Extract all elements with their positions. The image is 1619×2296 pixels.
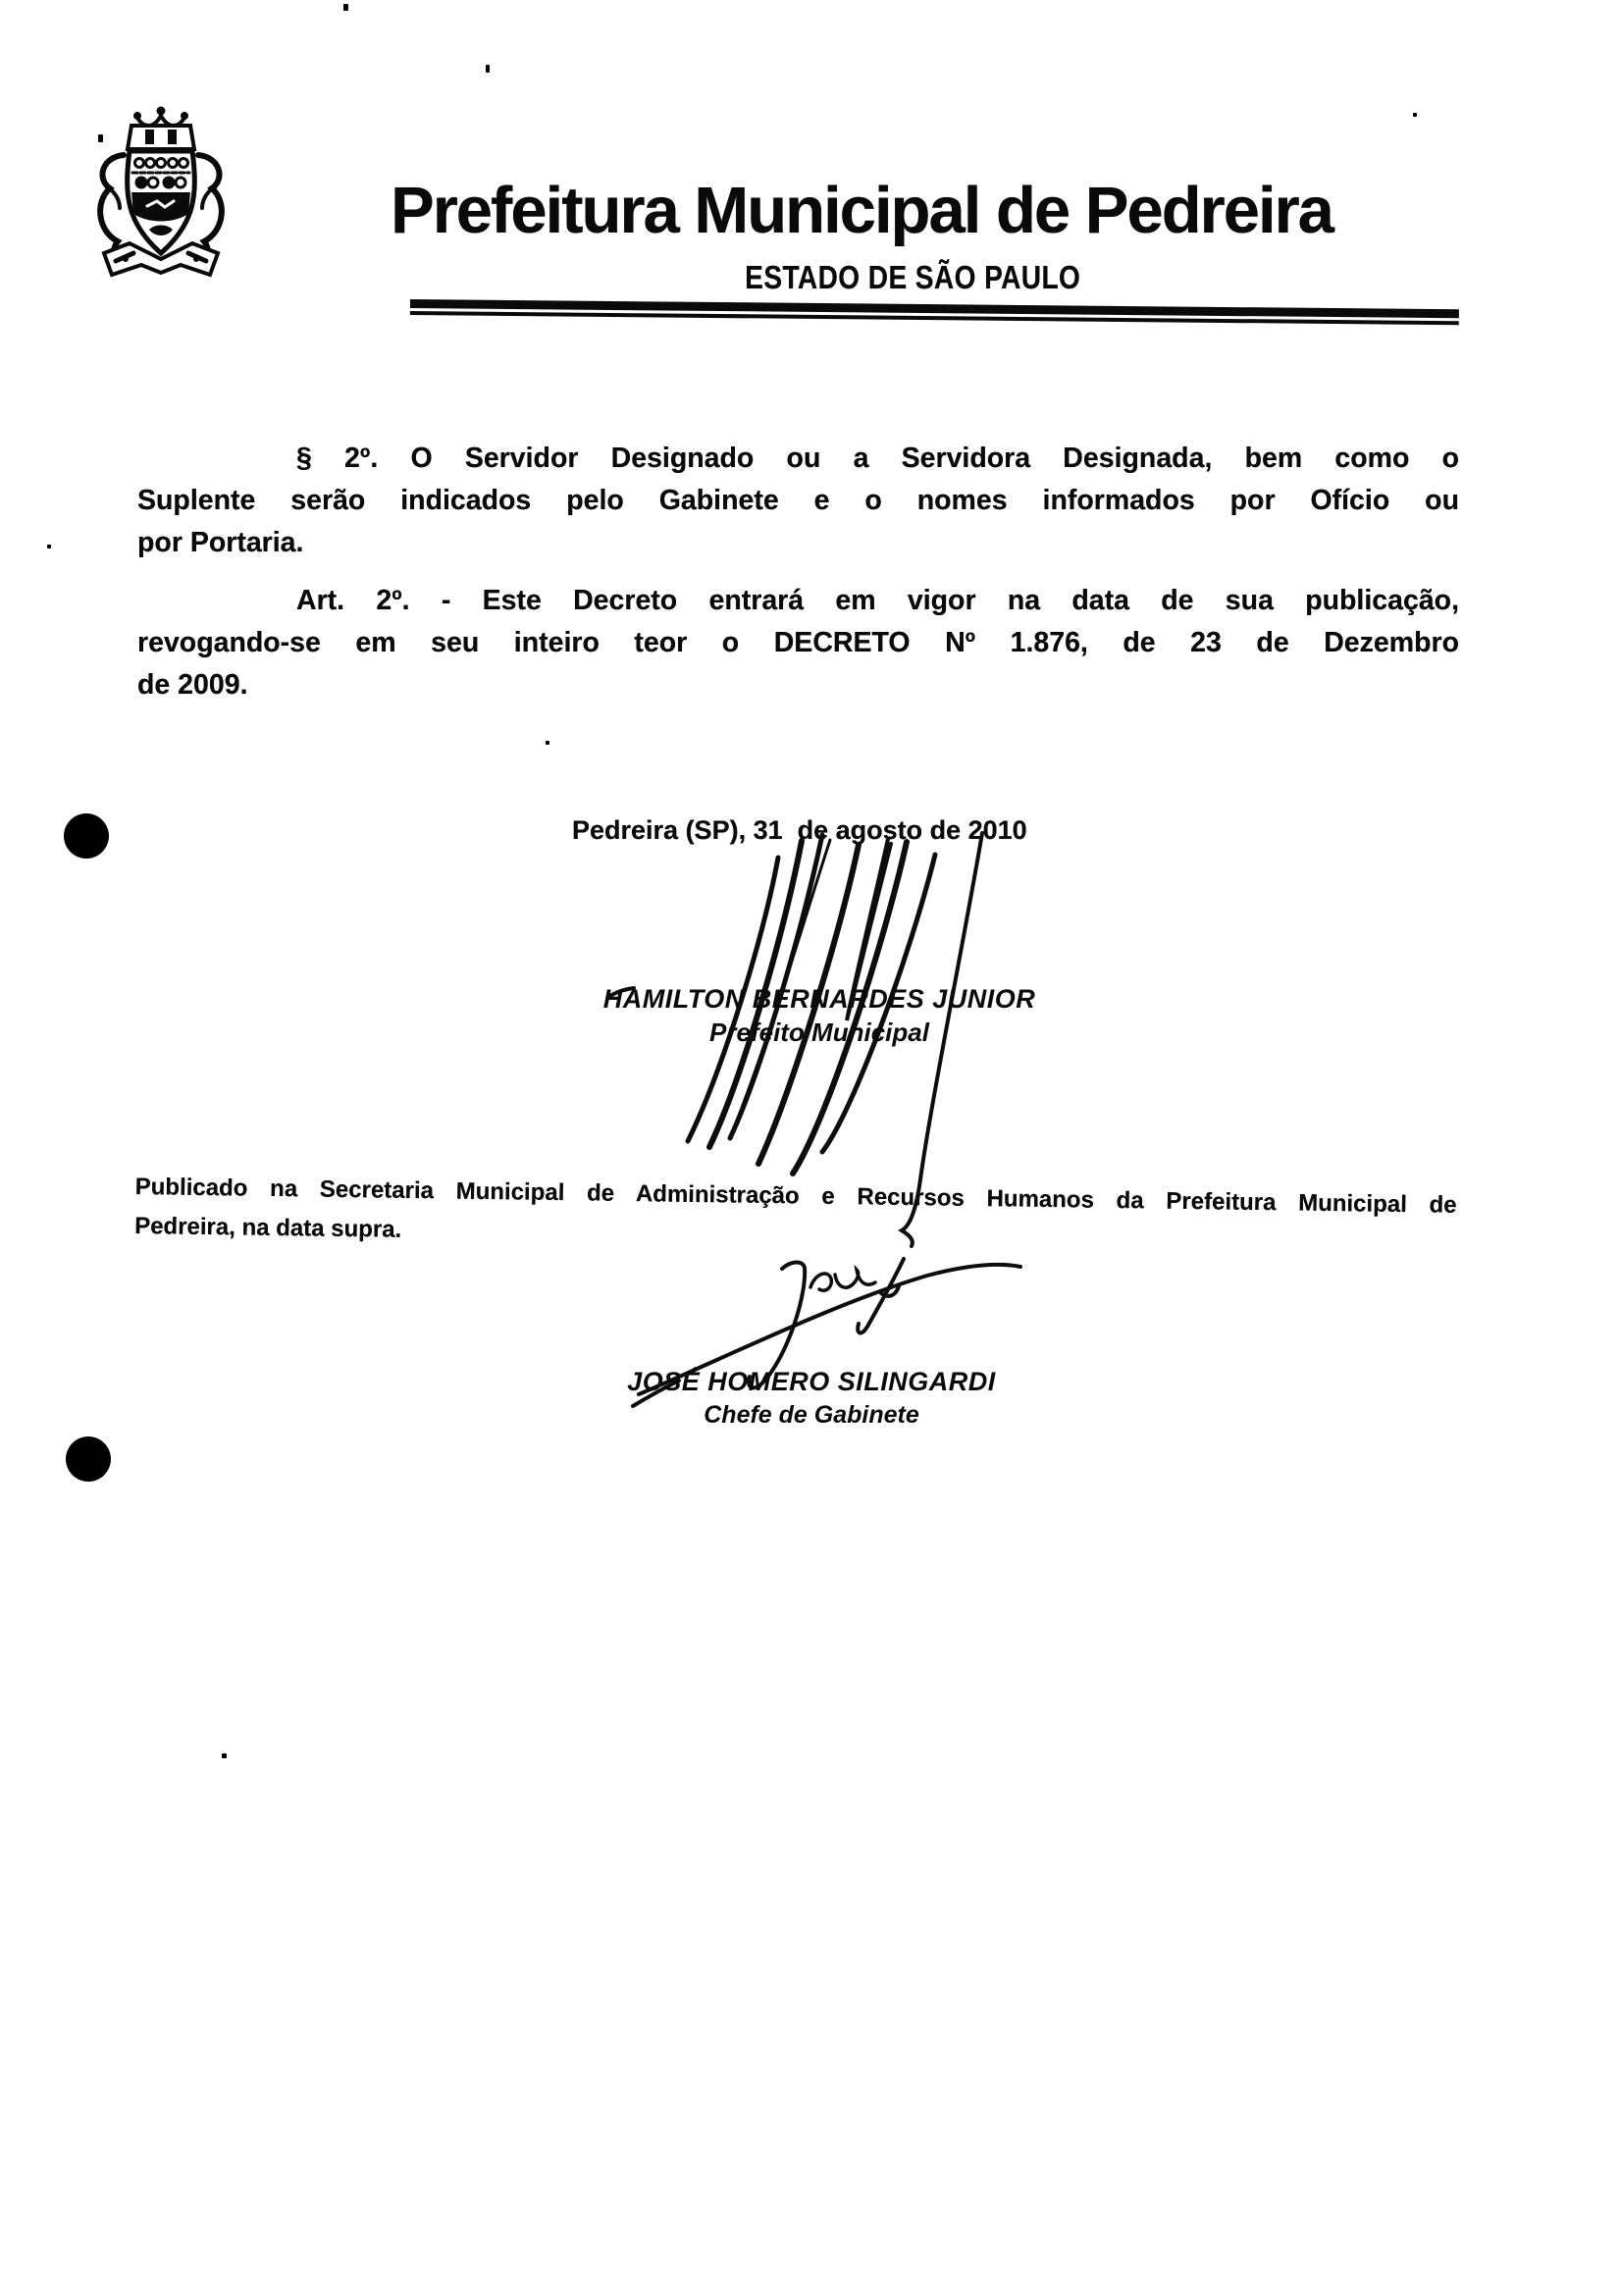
paragraph-article-2 [137,580,1459,706]
signatory-name-chief-of-staff: JOSÉ HOMERO SILINGARDI [627,1367,996,1396]
paragraph-section-2 [137,438,1459,564]
scan-speck [1413,113,1417,117]
publication-note [134,1168,1457,1265]
scan-speck [486,65,490,73]
paragraph-line: § 2º. O Servidor Designado ou a Servidora Designada, bem como o [296,443,1459,474]
signatory-name-mayor: HAMILTON BERNARDES JUNIOR [602,984,1036,1014]
coat-of-arms-icon [86,104,235,290]
dateline: Pedreira (SP), 31 de agosto de 2010 [572,815,1027,845]
publication-line: Publicado na Secretaria Municipal de Administração e Recursos Humanos da Prefeitura Municipal de [134,1173,1457,1219]
signatory-role-mayor: Prefeito Municipal [709,1018,929,1047]
scan-speck [98,134,103,142]
scan-speck [343,4,348,11]
page-title: Prefeitura Municipal de Pedreira [391,174,1332,247]
scan-speck [546,741,549,745]
scan-speck [47,545,51,548]
paragraph-line: Art. 2º. - Este Decreto entrará em vigor na data de sua publicação, [296,585,1459,616]
paragraph-line: Suplente serão indicados pelo Gabinete e o nomes informados por Ofício ou [137,485,1459,516]
hole-punch-mark [66,1436,111,1482]
publication-line: Pedreira, na data supra. [133,1212,402,1243]
signatory-role-chief-of-staff: Chefe de Gabinete [704,1401,919,1429]
scan-speck [222,1753,227,1758]
header-rule [410,299,1459,325]
paragraph-line: revogando-se em seu inteiro teor o DECRETO Nº 1.876, de 23 de Dezembro [137,627,1459,658]
page-subtitle: ESTADO DE SÃO PAULO [744,259,1081,295]
page-subtitle-wrap [422,259,1403,296]
hole-punch-mark [64,813,109,859]
paragraph-line: por Portaria. [137,527,304,558]
paragraph-line: de 2009. [137,669,248,701]
